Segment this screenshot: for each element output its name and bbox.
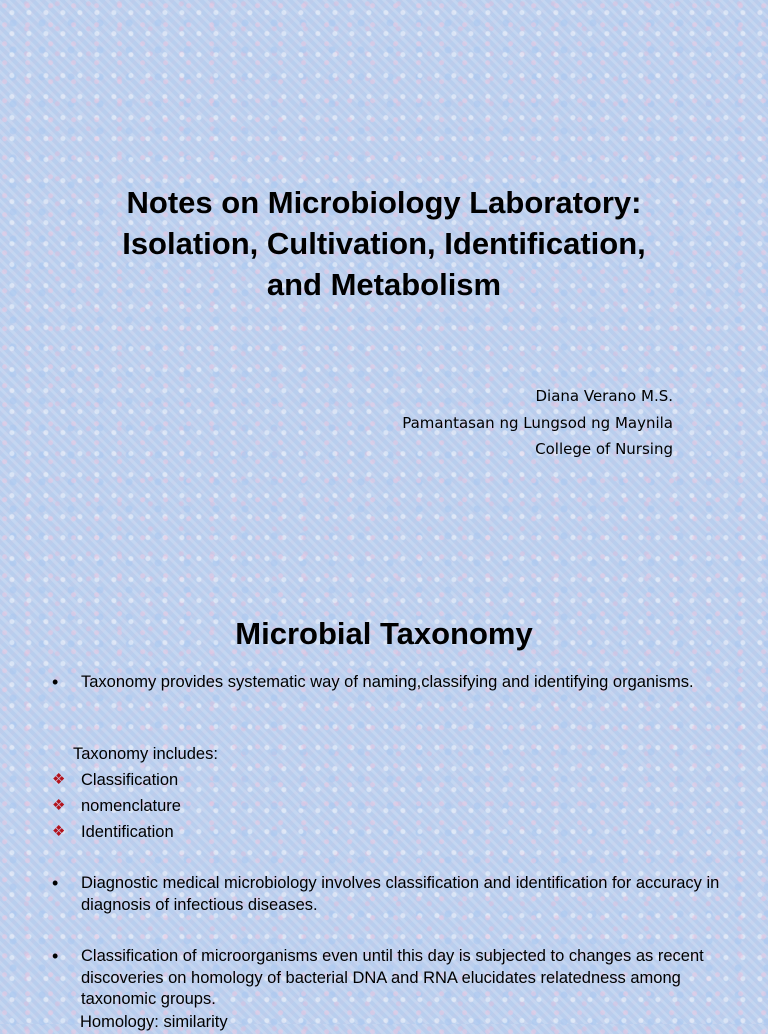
author-block bbox=[402, 383, 673, 463]
title-line-3: and Metabolism bbox=[266, 267, 502, 302]
bullet-text: Diagnostic medical microbiology involves classification and identification for accuracy in diagnosis of infectious diseases. bbox=[81, 874, 720, 914]
bullet-dot-icon: • bbox=[52, 946, 59, 966]
diamond-bullet-icon: ❖ bbox=[52, 771, 66, 788]
taxonomy-slide bbox=[0, 560, 768, 1031]
slide-title: Microbial Taxonomy bbox=[235, 616, 533, 651]
list-item-label: Classification bbox=[81, 771, 179, 789]
bullet-text: Classification of microorganisms even until this day is subjected to changes as recent discoveries on homology of bacterial DNA and RNA elucidates relatedness among taxonomic groups. bbox=[81, 947, 704, 1008]
bullet-dot-icon: • bbox=[52, 672, 59, 692]
bullet-dot-icon: • bbox=[52, 873, 59, 893]
title-line-2: Isolation, Cultivation, Identification, bbox=[122, 226, 646, 261]
bullet-text: Taxonomy provides systematic way of naming,classifying and identifying organisms. bbox=[81, 673, 694, 691]
includes-label: Taxonomy includes: bbox=[73, 745, 218, 763]
list-item-label: Identification bbox=[81, 823, 174, 841]
diamond-bullet-icon: ❖ bbox=[52, 823, 66, 840]
diamond-bullet-icon: ❖ bbox=[52, 797, 66, 814]
title-line-1: Notes on Microbiology Laboratory: bbox=[126, 185, 642, 220]
homology-note: Homology: similarity bbox=[80, 1013, 228, 1031]
presentation-title bbox=[60, 182, 708, 305]
author-college: College of Nursing bbox=[535, 440, 673, 458]
list-item-label: nomenclature bbox=[81, 797, 181, 815]
author-institution: Pamantasan ng Lungsod ng Maynila bbox=[402, 413, 673, 432]
author-name: Diana Verano M.S. bbox=[535, 387, 673, 405]
